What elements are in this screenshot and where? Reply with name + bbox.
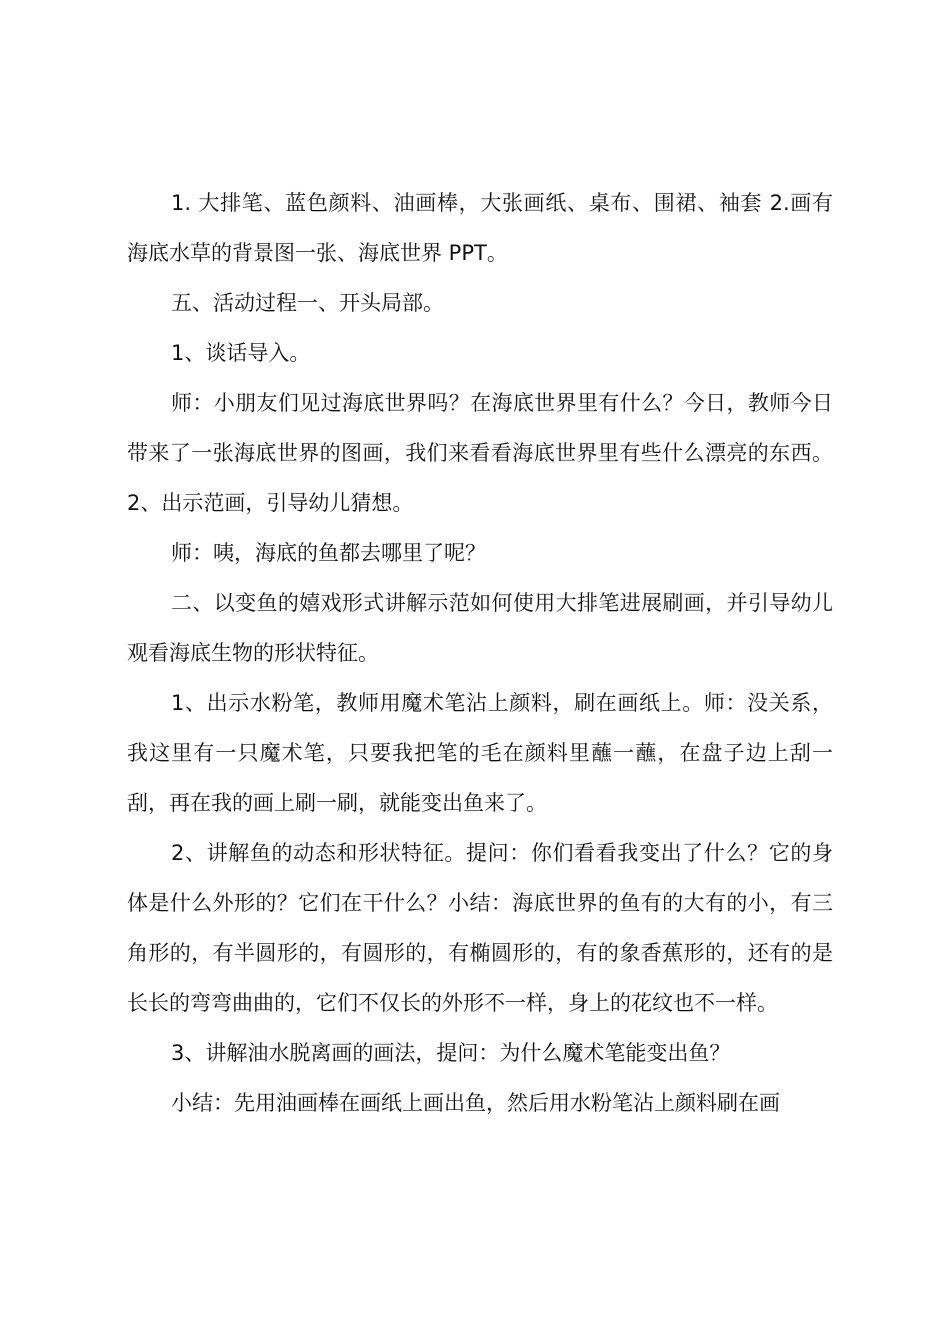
paragraph-step-three: 3、讲解油水脱离画的画法，提问：为什么魔术笔能变出鱼？: [171, 1041, 731, 1065]
paragraph-teacher-intro: 师：小朋友们见过海底世界吗？在海底世界里有什么？今日，教师今日带来了一张海底世界的图画，我们来看看海底世界里有些什么漂亮的东西。2、出示范画，引导幼儿猜想。: [127, 391, 833, 515]
paragraph-summary: 小结：先用油画棒在画纸上画出鱼，然后用水粉笔沾上颜料刷在画: [171, 1091, 780, 1115]
paragraph-step-talk: 1、谈话导入。: [171, 341, 311, 365]
paragraph-materials: 1. 大排笔、蓝色颜料、油画棒，大张画纸、桌布、围裙、袖套 2.画有海底水草的背景图一张、海底世界 PPT。: [127, 191, 833, 265]
paragraph-step-one: 1、出示水粉笔，教师用魔术笔沾上颜料，刷在画纸上。师：没关系，我这里有一只魔术笔，只要我把笔的毛在颜料里蘸一蘸，在盘子边上刮一刮，再在我的画上刷一刷，就能变出鱼来了。: [127, 691, 833, 815]
paragraph-step-two: 2、讲解鱼的动态和形状特征。提问：你们看看我变出了什么？它的身体是什么外形的？它们在干什么？小结：海底世界的鱼有的大有的小，有三角形的，有半圆形的，有圆形的，有椭圆形的，有的象香蕉形的，还有的是长长的弯弯曲曲的，它们不仅长的外形不一样，身上的花纹也不一样。: [127, 841, 833, 1015]
paragraph-teacher-question: 师：咦，海底的鱼都去哪里了呢？: [171, 541, 486, 565]
document-body: [127, 178, 833, 1128]
paragraph-section-five: 五、活动过程一、开头局部。: [171, 291, 444, 315]
paragraph-section-two: 二、以变鱼的嬉戏形式讲解示范如何使用大排笔进展刷画，并引导幼儿观看海底生物的形状特征。: [127, 591, 833, 665]
